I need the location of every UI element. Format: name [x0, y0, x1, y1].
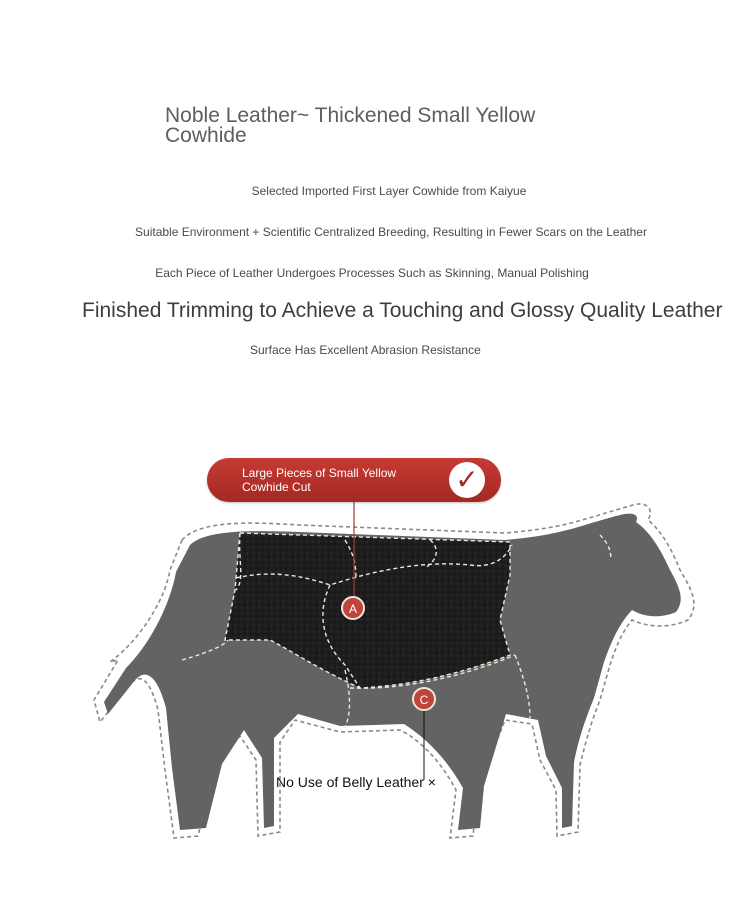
- feature-line-2: Suitable Environment + Scientific Centralized Breeding, Resulting in Fewer Scars on the Leather: [135, 225, 647, 239]
- feature-line-1: Selected Imported First Layer Cowhide from Kaiyue: [251, 184, 527, 198]
- marker-a-label: A: [348, 602, 358, 616]
- feature-line-3: Each Piece of Leather Undergoes Processes Such as Skinning, Manual Polishing: [155, 266, 589, 280]
- page-title: Noble Leather~ Thickened Small Yellow Cowhide: [165, 104, 536, 147]
- marker-c-label: C: [419, 693, 429, 707]
- headline: Finished Trimming to Achieve a Touching and Glossy Quality Leather: [82, 299, 723, 322]
- checkmark-icon: ✓: [449, 462, 485, 498]
- belly-note: No Use of Belly Leather ×: [276, 774, 436, 790]
- cow-diagram: [0, 440, 750, 860]
- marker-a: [342, 597, 364, 619]
- marker-c: [413, 688, 435, 710]
- callout-label: Large Pieces of Small Yellow Cowhide Cut: [242, 466, 397, 494]
- surface-note: Surface Has Excellent Abrasion Resistance: [250, 343, 481, 357]
